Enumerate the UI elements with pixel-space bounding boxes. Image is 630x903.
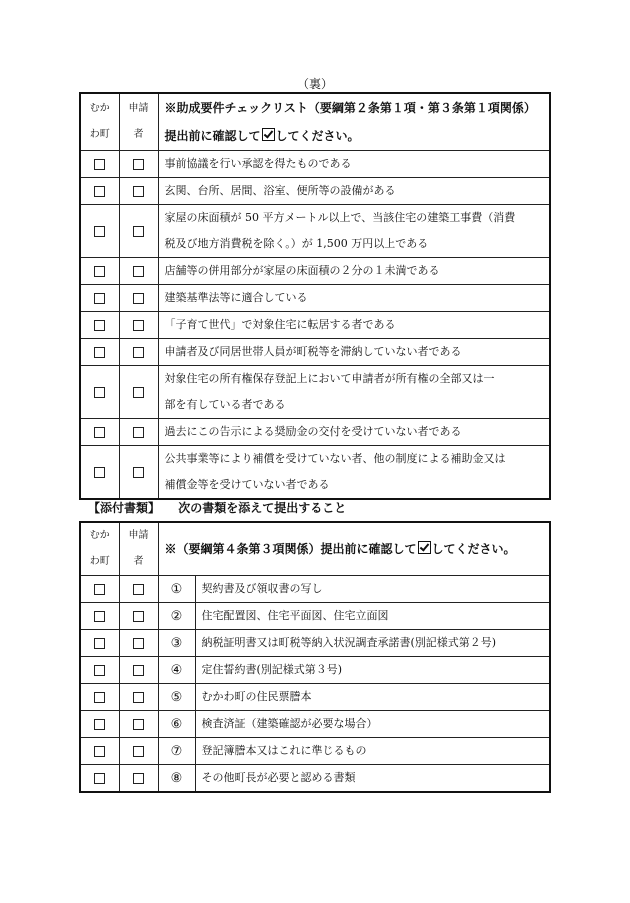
town-checkbox[interactable]: [94, 387, 105, 398]
town-checkbox[interactable]: [94, 665, 105, 676]
attachments-header-row: [80, 522, 550, 576]
attachments-heading-bracket: 【添付書類】: [88, 501, 161, 515]
checklist-row: [80, 258, 550, 285]
checklist-instruction: [165, 122, 550, 150]
instruction-pre: 提出前に確認して: [164, 129, 261, 143]
applicant-checkbox[interactable]: [133, 427, 144, 438]
attachment-number: ⑤: [158, 684, 195, 711]
applicant-checkbox[interactable]: [133, 159, 144, 170]
town-checkbox[interactable]: [94, 719, 105, 730]
attachment-item-text: 契約書及び領収書の写し: [195, 576, 550, 603]
attachment-row: [80, 684, 550, 711]
attachment-item-text: 定住誓約書(別記様式第３号): [195, 657, 550, 684]
checklist-row: [80, 366, 550, 419]
attachment-row: [80, 576, 550, 603]
town-checkbox-cell: [80, 765, 119, 793]
attachment-row: [80, 603, 550, 630]
applicant-checkbox[interactable]: [133, 320, 144, 331]
checklist-item-line: 玄関、台所、居間、浴室、便所等の設備がある: [164, 184, 396, 197]
attachment-number: ⑥: [158, 711, 195, 738]
attachment-item-text: むかわ町の住民票謄本: [195, 684, 550, 711]
town-checkbox-cell: [80, 630, 119, 657]
applicant-checkbox-cell: [119, 151, 158, 178]
applicant-checkbox[interactable]: [133, 347, 144, 358]
applicant-checkbox-cell: [119, 603, 158, 630]
attachment-item-text: 納税証明書又は町税等納入状況調査承諾書(別記様式第２号): [195, 630, 550, 657]
checked-box-icon: [418, 541, 431, 554]
attachment-row: [80, 657, 550, 684]
checklist-item-line: 「子育て世代」で対象住宅に転居する者である: [164, 318, 396, 331]
town-checkbox[interactable]: [94, 293, 105, 304]
applicant-checkbox-cell: [119, 446, 158, 500]
attachments-instruction-pre: ※（要綱第４条第３項関係）提出前に確認して: [164, 542, 417, 556]
attachments-heading-text: 次の書類を添えて提出すること: [178, 501, 347, 515]
checklist-item-text: [158, 205, 550, 258]
town-checkbox-cell: [80, 285, 119, 312]
town-checkbox[interactable]: [94, 159, 105, 170]
checklist-item-text: [158, 285, 550, 312]
col-town-header-line: わ町: [89, 129, 110, 140]
town-checkbox-cell: [80, 738, 119, 765]
applicant-checkbox[interactable]: [133, 692, 144, 703]
attachment-row: [80, 711, 550, 738]
town-checkbox[interactable]: [94, 611, 105, 622]
town-checkbox-cell: [80, 339, 119, 366]
applicant-checkbox-cell: [119, 258, 158, 285]
col-applicant-header-line: 者: [133, 556, 144, 567]
col-applicant-header: [119, 522, 158, 576]
applicant-checkbox-cell: [119, 366, 158, 419]
town-checkbox-cell: [80, 178, 119, 205]
checklist-title: ※助成要件チェックリスト（要綱第２条第１項・第３条第１項関係）: [164, 101, 536, 115]
town-checkbox[interactable]: [94, 638, 105, 649]
applicant-checkbox-cell: [119, 765, 158, 793]
col-town-header-line: わ町: [89, 556, 110, 567]
applicant-checkbox[interactable]: [133, 467, 144, 478]
checklist-item-line: 税及び地方消費税を除く。）が 1,500 万円以上である: [164, 237, 429, 250]
town-checkbox[interactable]: [94, 427, 105, 438]
applicant-checkbox[interactable]: [133, 665, 144, 676]
applicant-checkbox[interactable]: [133, 266, 144, 277]
applicant-checkbox-cell: [119, 285, 158, 312]
town-checkbox[interactable]: [94, 320, 105, 331]
applicant-checkbox-cell: [119, 419, 158, 446]
town-checkbox-cell: [80, 684, 119, 711]
town-checkbox[interactable]: [94, 266, 105, 277]
town-checkbox-cell: [80, 711, 119, 738]
checklist-item-text: [158, 446, 550, 500]
town-checkbox-cell: [80, 603, 119, 630]
town-checkbox[interactable]: [94, 347, 105, 358]
checklist-item-line: 建築基準法等に適合している: [164, 291, 308, 304]
applicant-checkbox[interactable]: [133, 584, 144, 595]
town-checkbox[interactable]: [94, 226, 105, 237]
town-checkbox[interactable]: [94, 773, 105, 784]
checked-box-icon: [262, 128, 275, 141]
checklist-item-text: [158, 151, 550, 178]
attachment-item-text: その他町長が必要と認める書類: [195, 765, 550, 793]
town-checkbox[interactable]: [94, 692, 105, 703]
checklist-row: [80, 419, 550, 446]
town-checkbox-cell: [80, 419, 119, 446]
attachments-table: [79, 521, 551, 793]
town-checkbox-cell: [80, 151, 119, 178]
col-applicant-header-line: 申請: [128, 103, 149, 114]
col-town-header: [80, 93, 119, 151]
applicant-checkbox-cell: [119, 178, 158, 205]
col-applicant-header-line: 者: [133, 129, 144, 140]
attachment-row: [80, 630, 550, 657]
attachment-item-text: 住宅配置図、住宅平面図、住宅立面図: [195, 603, 550, 630]
applicant-checkbox[interactable]: [133, 773, 144, 784]
applicant-checkbox-cell: [119, 711, 158, 738]
checklist-item-text: [158, 178, 550, 205]
attachment-row: [80, 738, 550, 765]
checklist-item-line: 事前協議を行い承認を得たものである: [164, 157, 352, 170]
col-town-header-line: むか: [89, 530, 110, 541]
attachment-number: ④: [158, 657, 195, 684]
attachments-header: [158, 522, 550, 576]
checklist-item-line: 申請者及び同居世帯人員が町税等を滞納していない者である: [164, 345, 462, 358]
town-checkbox[interactable]: [94, 584, 105, 595]
attachments-instruction-post: してください。: [431, 542, 516, 556]
applicant-checkbox[interactable]: [133, 611, 144, 622]
requirements-checklist-table: [79, 92, 551, 500]
town-checkbox-cell: [80, 657, 119, 684]
town-checkbox-cell: [80, 258, 119, 285]
checklist-item-text: [158, 312, 550, 339]
checklist-header: [158, 93, 550, 151]
applicant-checkbox[interactable]: [133, 638, 144, 649]
checklist-row: [80, 446, 550, 500]
checklist-item-line: 部を有している者である: [164, 398, 286, 411]
attachment-number: ②: [158, 603, 195, 630]
attachment-number: ⑧: [158, 765, 195, 793]
attachment-number: ③: [158, 630, 195, 657]
checklist-item-text: [158, 366, 550, 419]
checklist-item-line: 家屋の床面積が 50 平方メートル以上で、当該住宅の建築工事費（消費: [164, 211, 516, 224]
applicant-checkbox[interactable]: [133, 293, 144, 304]
town-checkbox-cell: [80, 576, 119, 603]
col-town-header: [80, 522, 119, 576]
attachments-heading: [88, 499, 346, 516]
checklist-item-text: [158, 419, 550, 446]
checklist-item-text: [158, 258, 550, 285]
attachment-item-text: 検査済証（建築確認が必要な場合）: [195, 711, 550, 738]
applicant-checkbox-cell: [119, 684, 158, 711]
applicant-checkbox-cell: [119, 312, 158, 339]
applicant-checkbox[interactable]: [133, 746, 144, 757]
checklist-item-line: 対象住宅の所有権保存登記上において申請者が所有権の全部又は一: [164, 372, 495, 385]
attachment-row: [80, 765, 550, 793]
checklist-row: [80, 178, 550, 205]
applicant-checkbox-cell: [119, 657, 158, 684]
applicant-checkbox-cell: [119, 630, 158, 657]
checklist-row: [80, 339, 550, 366]
checklist-item-line: 公共事業等により補償を受けていない者、他の制度による補助金又は: [164, 452, 506, 465]
checklist-item-line: 補償金等を受けていない者である: [164, 478, 330, 491]
col-applicant-header: [119, 93, 158, 151]
attachment-number: ⑦: [158, 738, 195, 765]
town-checkbox-cell: [80, 205, 119, 258]
applicant-checkbox-cell: [119, 576, 158, 603]
applicant-checkbox-cell: [119, 205, 158, 258]
col-applicant-header-line: 申請: [128, 530, 149, 541]
page-title: （裏）: [296, 77, 333, 91]
checklist-item-line: 過去にこの告示による奨励金の交付を受けていない者である: [164, 425, 462, 438]
town-checkbox-cell: [80, 446, 119, 500]
applicant-checkbox[interactable]: [133, 226, 144, 237]
checklist-row: [80, 205, 550, 258]
instruction-post: してください。: [275, 129, 360, 143]
applicant-checkbox[interactable]: [133, 387, 144, 398]
applicant-checkbox-cell: [119, 339, 158, 366]
attachment-number: ①: [158, 576, 195, 603]
town-checkbox[interactable]: [94, 467, 105, 478]
checklist-item-line: 店舗等の併用部分が家屋の床面積の２分の１未満である: [164, 264, 440, 277]
col-town-header-line: むか: [89, 103, 110, 114]
checklist-row: [80, 285, 550, 312]
applicant-checkbox[interactable]: [133, 186, 144, 197]
checklist-row: [80, 151, 550, 178]
attachment-item-text: 登記簿謄本又はこれに準じるもの: [195, 738, 550, 765]
town-checkbox-cell: [80, 312, 119, 339]
town-checkbox[interactable]: [94, 746, 105, 757]
town-checkbox[interactable]: [94, 186, 105, 197]
applicant-checkbox-cell: [119, 738, 158, 765]
checklist-item-text: [158, 339, 550, 366]
checklist-header-row: [80, 93, 550, 151]
town-checkbox-cell: [80, 366, 119, 419]
checklist-row: [80, 312, 550, 339]
applicant-checkbox[interactable]: [133, 719, 144, 730]
